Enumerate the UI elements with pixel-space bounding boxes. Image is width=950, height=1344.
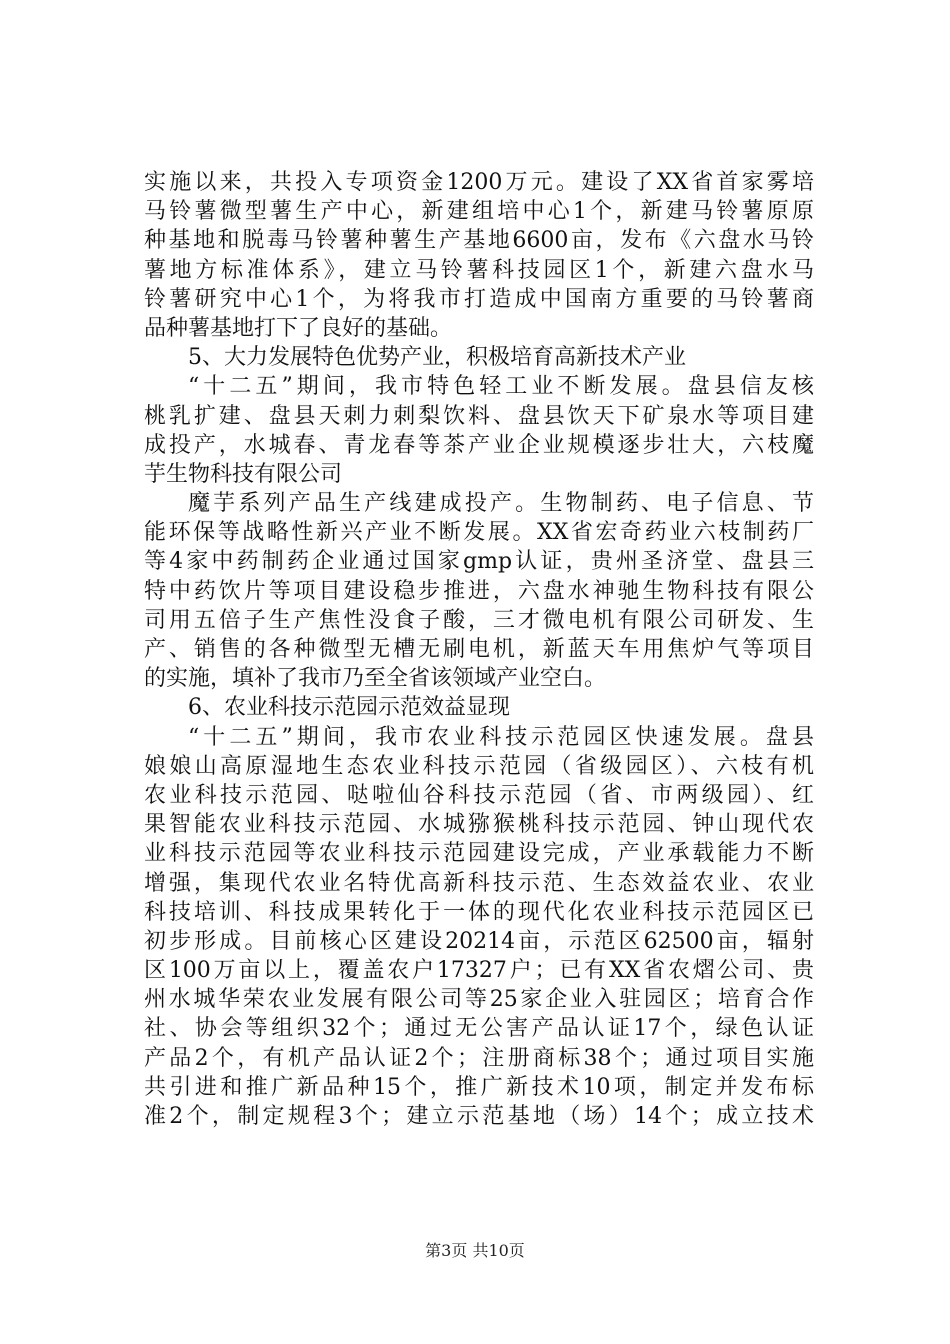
page-footer: 第3页 共10页 xyxy=(425,1241,525,1260)
text-line: 产、销售的各种微型无槽无刷电机，新蓝天车用焦炉气等项目 xyxy=(144,637,814,662)
text-line: 准2个，制定规程3个；建立示范基地（场）14个；成立技术 xyxy=(144,1104,814,1129)
text-line: 种基地和脱毒马铃薯种薯生产基地6600亩，发布《六盘水马铃 xyxy=(144,228,814,254)
text-line: 果智能农业科技示范园、水城猕猴桃科技示范园、钟山现代农 xyxy=(144,812,814,838)
text-line: 社、协会等组织32个；通过无公害产品认证17个，绿色认证 xyxy=(144,1016,814,1042)
text-line: 娘娘山高原湿地生态农业科技示范园（省级园区）、六枝有机 xyxy=(144,753,814,779)
text-line: 初步形成。目前核心区建设20214亩，示范区62500亩，辐射 xyxy=(144,928,814,954)
section-heading: 6、农业科技示范园示范效益显现 xyxy=(188,695,510,721)
text-line: 品种薯基地打下了良好的基础。 xyxy=(144,315,453,341)
text-line: 薯地方标准体系》，建立马铃薯科技园区1个，新建六盘水马 xyxy=(144,257,814,283)
section-heading: 5、大力发展特色优势产业，积极培育高新技术产业 xyxy=(188,345,686,371)
text-line: 农业科技示范园、哒啦仙谷科技示范园（省、市两级园）、红 xyxy=(144,782,814,808)
text-line: 桃乳扩建、盘县天刺力刺梨饮料、盘县饮天下矿泉水等项目建 xyxy=(144,403,814,429)
text-line: 共引进和推广新品种15个，推广新技术10项，制定并发布标 xyxy=(144,1074,814,1100)
text-line: 魔芋系列产品生产线建成投产。生物制药、电子信息、节 xyxy=(188,491,814,517)
text-line: 实施以来，共投入专项资金1200万元。建设了XX省首家雾培 xyxy=(144,170,814,195)
text-line: 特中药饮片等项目建设稳步推进，六盘水神驰生物科技有限公 xyxy=(144,578,814,604)
text-line: 等4家中药制药企业通过国家gmp认证，贵州圣济堂、盘县三 xyxy=(144,549,814,575)
text-line: 州水城华荣农业发展有限公司等25家企业入驻园区；培育合作 xyxy=(144,987,814,1013)
text-line: 增强，集现代农业名特优高新科技示范、生态效益农业、农业 xyxy=(144,870,814,896)
text-line: “十二五”期间，我市特色轻工业不断发展。盘县信友核 xyxy=(188,374,814,400)
document-body xyxy=(144,168,814,1131)
text-line: 铃薯研究中心1个，为将我市打造成中国南方重要的马铃薯商 xyxy=(144,286,814,312)
text-line: 芋生物科技有限公司 xyxy=(144,461,343,487)
text-line: 司用五倍子生产焦性没食子酸，三才微电机有限公司研发、生 xyxy=(144,607,814,633)
text-line: 马铃薯微型薯生产中心，新建组培中心1个，新建马铃薯原原 xyxy=(144,199,814,225)
text-line: 产品2个，有机产品认证2个；注册商标38个；通过项目实施 xyxy=(144,1045,814,1071)
text-line: 业科技示范园等农业科技示范园建设完成，产业承载能力不断 xyxy=(144,841,814,867)
text-line: 能环保等战略性新兴产业不断发展。XX省宏奇药业六枝制药厂 xyxy=(144,520,814,546)
text-line: 成投产，水城春、青龙春等茶产业企业规模逐步壮大，六枝魔 xyxy=(144,432,814,458)
text-line: “十二五”期间，我市农业科技示范园区快速发展。盘县 xyxy=(188,724,814,750)
text-line: 区100万亩以上，覆盖农户17327户；已有XX省农熠公司、贵 xyxy=(144,958,814,984)
text-line: 科技培训、科技成果转化于一体的现代化农业科技示范园区已 xyxy=(144,899,814,925)
text-line: 的实施，填补了我市乃至全省该领域产业空白。 xyxy=(144,666,607,692)
